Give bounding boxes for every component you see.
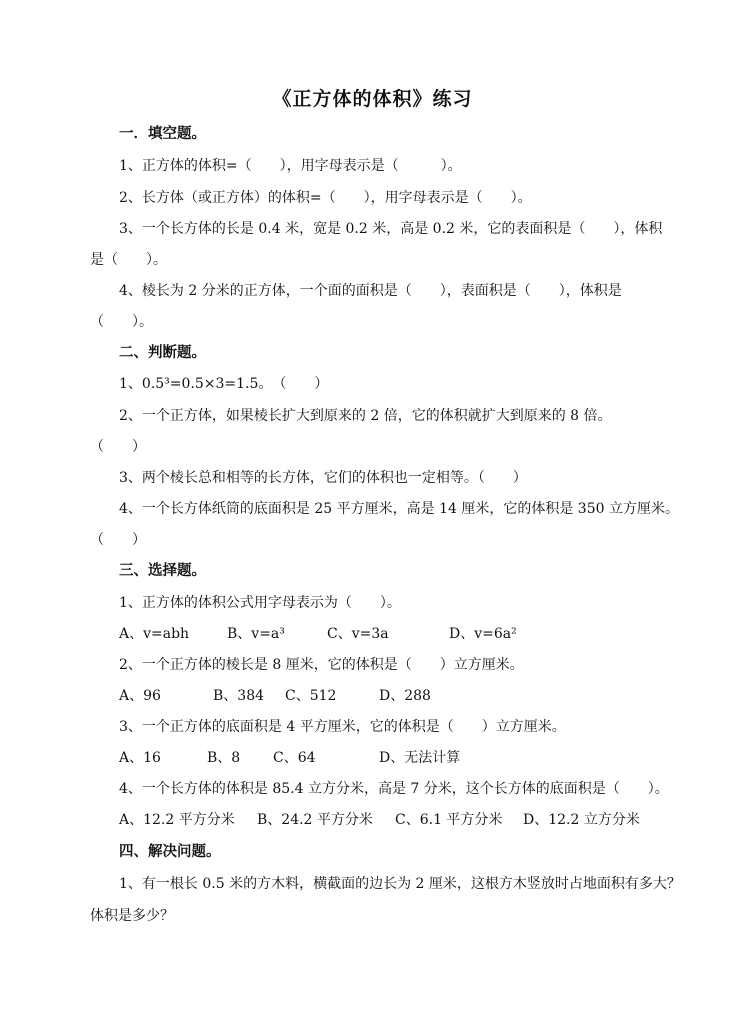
option-b: B、384 bbox=[213, 688, 265, 704]
option-d: D、12.2 立方分米 bbox=[523, 812, 640, 828]
question-1-3-line1: 3、一个长方体的长是 0.4 米，宽是 0.2 米，高是 0.2 米，它的表面积是（ ），体积 bbox=[119, 221, 663, 237]
question-4-1-line2: 体积是多少？ bbox=[90, 908, 174, 924]
question-2-3: 3、两个棱长总和相等的长方体，它们的体积也一定相等。（ ） bbox=[119, 470, 527, 486]
question-1-4-line1: 4、棱长为 2 分米的正方体，一个面的面积是（ ），表面积是（ ），体积是 bbox=[119, 283, 622, 299]
option-a: A、16 bbox=[119, 750, 161, 766]
option-c: C、512 bbox=[285, 688, 337, 704]
question-3-4-options bbox=[119, 810, 640, 830]
question-4-1-line1: 1、有一根长 0.5 米的方木料，横截面的边长为 2 厘米，这根方木竖放时占地面积有多大？ bbox=[119, 876, 681, 892]
question-3-3-options bbox=[119, 748, 460, 768]
section-heading-true-false: 二、判断题。 bbox=[119, 344, 206, 361]
question-2-4-line2: （ ） bbox=[90, 532, 146, 548]
question-1-2: 2、长方体（或正方体）的体积=（ ），用字母表示是（ ）。 bbox=[119, 190, 532, 206]
question-3-2-options bbox=[119, 686, 431, 706]
section-heading-fill-in: 一．填空题。 bbox=[119, 125, 206, 142]
option-a: A、12.2 平方分米 bbox=[119, 812, 235, 828]
option-b: B、24.2 平方分米 bbox=[257, 812, 373, 828]
option-c: C、6.1 平方分米 bbox=[395, 812, 503, 828]
question-3-3: 3、一个正方体的底面积是 4 平方厘米，它的体积是（ ）立方厘米。 bbox=[119, 719, 566, 735]
question-3-1: 1、正方体的体积公式用字母表示为（ ）。 bbox=[119, 595, 401, 611]
option-d: D、无法计算 bbox=[379, 750, 461, 766]
question-2-2-line1: 2、一个正方体，如果棱长扩大到原来的 2 倍，它的体积就扩大到原来的 8 倍。 bbox=[119, 408, 612, 424]
question-1-3-line2: 是（ ）。 bbox=[90, 252, 167, 268]
question-1-4-line2: （ ）。 bbox=[90, 314, 153, 330]
question-3-2: 2、一个正方体的棱长是 8 厘米，它的体积是（ ）立方厘米。 bbox=[119, 657, 524, 673]
option-c: C、64 bbox=[273, 750, 316, 766]
section-heading-word-problems: 四、解决问题。 bbox=[119, 843, 221, 860]
page-title: 《正方体的体积》练习 bbox=[272, 88, 473, 110]
option-a: A、v=abh bbox=[119, 626, 190, 642]
option-b: B、v=a³ bbox=[227, 626, 285, 642]
option-d: D、v=6a² bbox=[449, 626, 517, 642]
section-heading-multiple-choice: 三、选择题。 bbox=[119, 562, 206, 579]
option-d: D、288 bbox=[379, 688, 431, 704]
option-a: A、96 bbox=[119, 688, 161, 704]
question-2-4-line1: 4、一个长方体纸筒的底面积是 25 平方厘米，高是 14 厘米，它的体积是 350 立方厘米。 bbox=[119, 501, 679, 517]
question-1-1: 1、正方体的体积=（ ），用字母表示是（ ）。 bbox=[119, 158, 462, 174]
question-2-2-line2: （ ） bbox=[90, 439, 146, 455]
question-2-1: 1、0.5³=0.5×3=1.5。 （ ） bbox=[119, 376, 329, 392]
option-b: B、8 bbox=[207, 750, 241, 766]
question-3-1-options bbox=[119, 624, 517, 644]
option-c: C、v=3a bbox=[327, 626, 389, 642]
question-3-4: 4、一个长方体的体积是 85.4 立方分米，高是 7 分米，这个长方体的底面积是（ ）。 bbox=[119, 781, 669, 797]
